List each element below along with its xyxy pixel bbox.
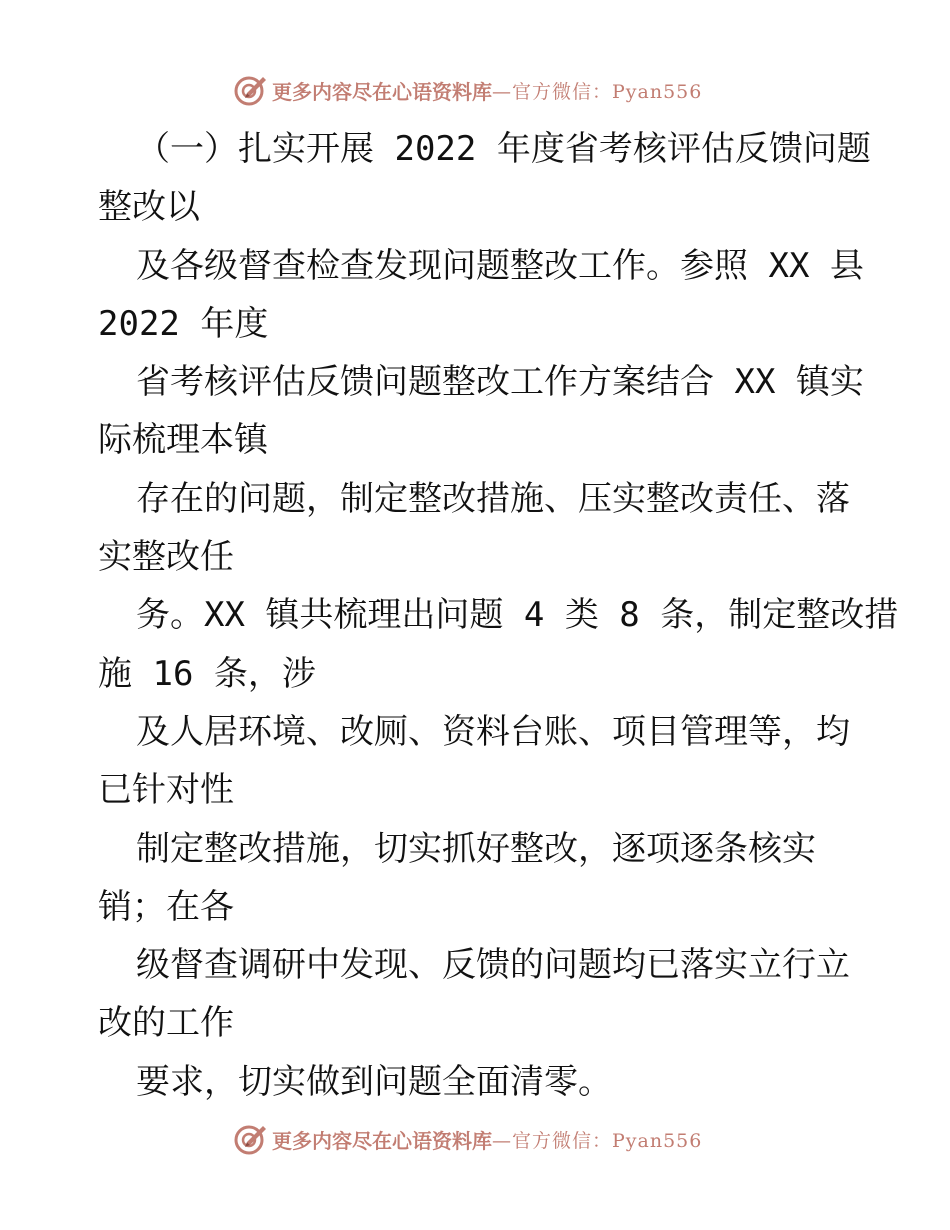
body-paragraph — [98, 120, 899, 1111]
text-line: 及各级督查检查发现问题整改工作。参照 XX 县 — [136, 245, 864, 286]
text-line: 改的工作 — [98, 1003, 234, 1044]
text-line: 务。XX 镇共梳理出问题 4 类 8 条，制定整改措 — [136, 595, 899, 636]
text-line: （一）扎实开展 2022 年度省考核评估反馈问题 — [136, 129, 871, 169]
text-line: 存在的问题，制定整改措施、压实整改责任、落 — [136, 478, 850, 519]
header-banner — [232, 70, 702, 110]
banner-site-text: 更多内容尽在心语资料库 — [272, 1128, 492, 1153]
text-line: 及人居环境、改厕、资料台账、项目管理等，均 — [136, 711, 850, 752]
pen-logo-icon — [232, 1121, 268, 1157]
text-line: 整改以 — [98, 187, 200, 228]
text-line: 2022 年度 — [98, 303, 269, 344]
text-line: 级督查调研中发现、反馈的问题均已落实立行立 — [136, 945, 850, 986]
text-line: 实整改任 — [98, 537, 234, 578]
pen-logo-icon — [232, 72, 268, 108]
text-line: 际梳理本镇 — [98, 420, 268, 461]
text-line: 制定整改措施，切实抓好整改，逐项逐条核实 — [136, 828, 816, 869]
text-line: 销；在各 — [98, 886, 234, 927]
footer-banner — [232, 1119, 702, 1159]
text-line: 施 16 条，涉 — [98, 653, 316, 694]
banner-contact-text: —官方微信：Pyan556 — [492, 1129, 703, 1152]
text-line: 要求，切实做到问题全面清零。 — [136, 1061, 612, 1102]
text-line: 省考核评估反馈问题整改工作方案结合 XX 镇实 — [136, 362, 864, 403]
banner-site-text: 更多内容尽在心语资料库 — [272, 79, 492, 104]
text-line: 已针对性 — [98, 770, 234, 811]
banner-contact-text: —官方微信：Pyan556 — [492, 80, 703, 103]
